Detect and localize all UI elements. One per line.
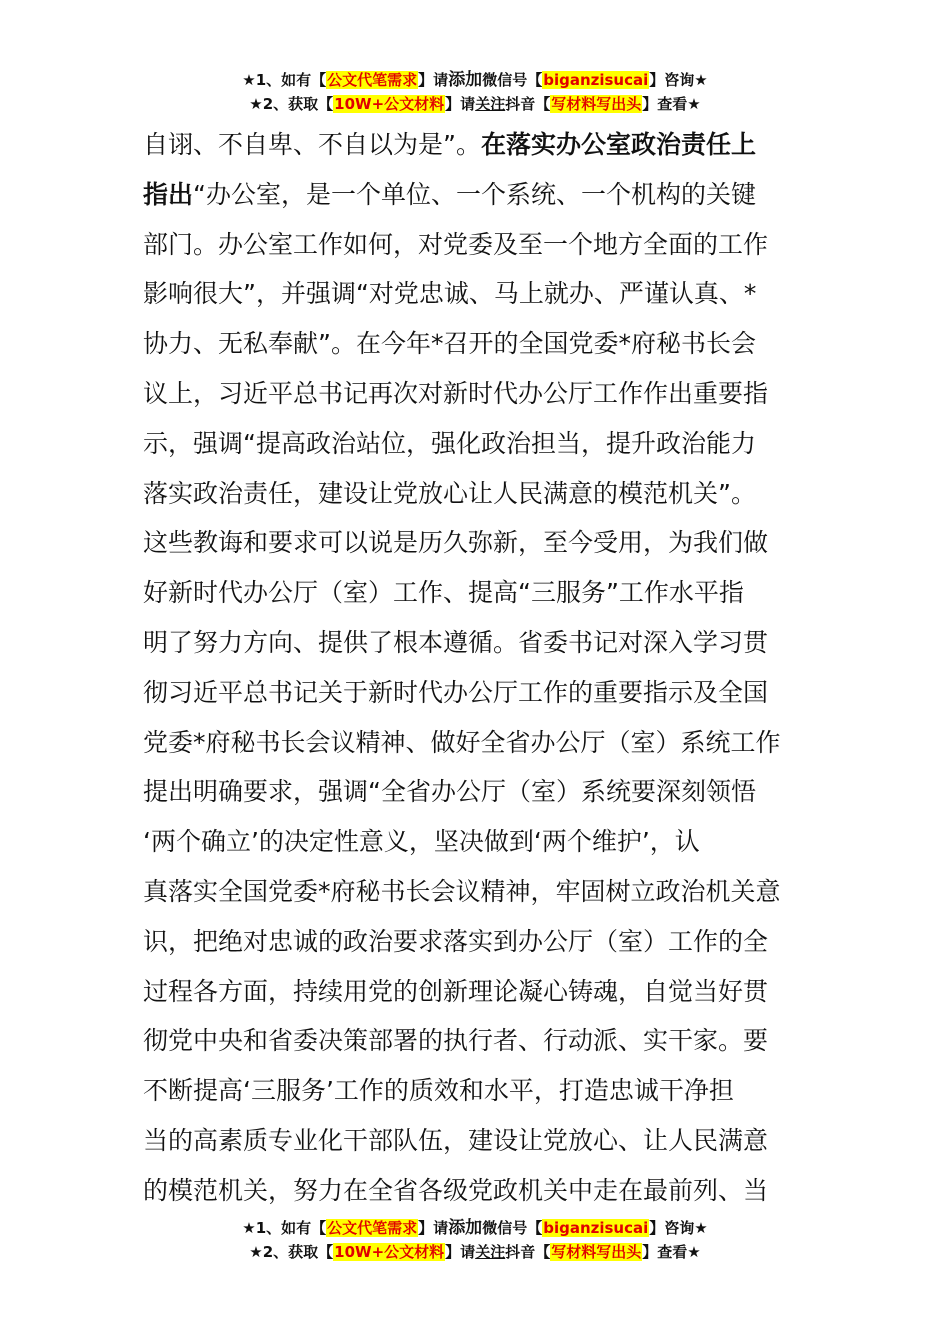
promo-text: 2、获取【 bbox=[262, 95, 334, 113]
body-line: 明了努力方向、提供了根本遵循。省委书记对深入学习贯 bbox=[143, 627, 769, 657]
promo-emphasis: 添加 bbox=[448, 1218, 483, 1238]
body-line bbox=[143, 170, 807, 220]
footer-promo-banner bbox=[0, 1216, 950, 1264]
promo-text: 】请 bbox=[418, 1219, 449, 1237]
promo-line-1 bbox=[0, 68, 950, 92]
body-line: 不断提高‘三服务’工作的质效和水平，打造忠诚干净担 bbox=[143, 1076, 734, 1106]
body-line: 的模范机关，努力在全省各级党政机关中走在最前列、当 bbox=[143, 1175, 769, 1205]
promo-text: 】咨询 bbox=[649, 71, 695, 89]
body-line: 落实政治责任，建设让党放心让人民满意的模范机关”。 bbox=[143, 478, 756, 508]
promo-text: 1、如有【 bbox=[255, 71, 327, 89]
star-icon: ★ bbox=[249, 1243, 263, 1261]
bold-lead-phrase: 在落实办公室政治责任上 bbox=[480, 130, 756, 159]
promo-text: 微信号【 bbox=[482, 1219, 543, 1237]
promo-text: 2、获取【 bbox=[262, 1243, 334, 1261]
star-icon: ★ bbox=[249, 95, 263, 113]
body-line: 示，强调“提高政治站位，强化政治担当，提升政治能力 bbox=[143, 428, 756, 458]
promo-line-2 bbox=[0, 92, 950, 116]
body-line: 彻习近平总书记关于新时代办公厅工作的重要指示及全国 bbox=[143, 677, 769, 707]
body-line: 提出明确要求，强调“全省办公厅（室）系统要深刻领悟 bbox=[143, 777, 756, 807]
star-icon: ★ bbox=[687, 1243, 701, 1261]
promo-text: 】咨询 bbox=[649, 1219, 695, 1237]
promo-text: 】查看 bbox=[642, 1243, 688, 1261]
body-text-run: 自诩、不自卑、不自以为是”。 bbox=[143, 130, 481, 159]
body-line: 真落实全国党委*府秘书长会议精神，牢固树立政治机关意 bbox=[143, 876, 781, 906]
star-icon: ★ bbox=[242, 71, 256, 89]
promo-emphasis: 关注 bbox=[475, 95, 506, 113]
body-line bbox=[143, 120, 807, 170]
promo-text: 1、如有【 bbox=[255, 1219, 327, 1237]
promo-text: 】请 bbox=[445, 95, 476, 113]
promo-highlight: 公文代笔需求 bbox=[327, 71, 418, 89]
body-line: 识，把绝对忠诚的政治要求落实到办公厅（室）工作的全 bbox=[143, 926, 769, 956]
douyin-account-highlight: 写材料写出头 bbox=[551, 95, 642, 113]
promo-highlight: 10W+公文材料 bbox=[334, 1243, 445, 1261]
body-line: 议上，习近平总书记再次对新时代办公厅工作作出重要指 bbox=[143, 378, 769, 408]
promo-emphasis: 关注 bbox=[475, 1243, 506, 1261]
header-promo-banner bbox=[0, 68, 950, 116]
promo-text: 抖音【 bbox=[505, 1243, 551, 1261]
body-line: 协力、无私奉献”。在今年*召开的全国党委*府秘书长会 bbox=[143, 329, 756, 359]
star-icon: ★ bbox=[694, 71, 708, 89]
star-icon: ★ bbox=[687, 95, 701, 113]
body-line: 部门。办公室工作如何，对党委及至一个地方全面的工作 bbox=[143, 229, 769, 259]
promo-line-2 bbox=[0, 1240, 950, 1264]
promo-highlight: 10W+公文材料 bbox=[334, 95, 445, 113]
promo-text: 】请 bbox=[418, 71, 449, 89]
promo-highlight: 公文代笔需求 bbox=[327, 1219, 418, 1237]
bold-lead-phrase: 指出 bbox=[143, 179, 194, 209]
wechat-id-highlight: biganzisucai bbox=[543, 1219, 649, 1237]
body-line: 彻党中央和省委决策部署的执行者、行动派、实干家。要 bbox=[143, 1026, 769, 1056]
star-icon: ★ bbox=[242, 1219, 256, 1237]
promo-text: 抖音【 bbox=[505, 95, 551, 113]
body-line: 党委*府秘书长会议精神、做好全省办公厅（室）系统工作 bbox=[143, 727, 781, 757]
promo-line-1 bbox=[0, 1216, 950, 1240]
promo-text: 】请 bbox=[445, 1243, 476, 1261]
body-line: 这些教诲和要求可以说是历久弥新，至今受用，为我们做 bbox=[143, 528, 769, 558]
body-line: 好新时代办公厅（室）工作、提高“三服务”工作水平指 bbox=[143, 578, 744, 608]
star-icon: ★ bbox=[694, 1219, 708, 1237]
promo-text: 微信号【 bbox=[482, 71, 543, 89]
body-line: 影响很大”，并强调“对党忠诚、马上就办、严谨认真、* bbox=[143, 279, 757, 309]
douyin-account-highlight: 写材料写出头 bbox=[551, 1243, 642, 1261]
body-line: 过程各方面，持续用党的创新理论凝心铸魂，自觉当好贯 bbox=[143, 976, 769, 1006]
body-line: ‘两个确立’的决定性意义，坚决做到‘两个维护’，认 bbox=[143, 827, 700, 857]
promo-emphasis: 添加 bbox=[448, 70, 483, 90]
wechat-id-highlight: biganzisucai bbox=[543, 71, 649, 89]
document-body bbox=[143, 120, 807, 1216]
body-line: 当的高素质专业化干部队伍，建设让党放心、让人民满意 bbox=[143, 1125, 769, 1155]
promo-text: 】查看 bbox=[642, 95, 688, 113]
body-text-run: “办公室，是一个单位、一个系统、一个机构的关键 bbox=[193, 179, 756, 209]
